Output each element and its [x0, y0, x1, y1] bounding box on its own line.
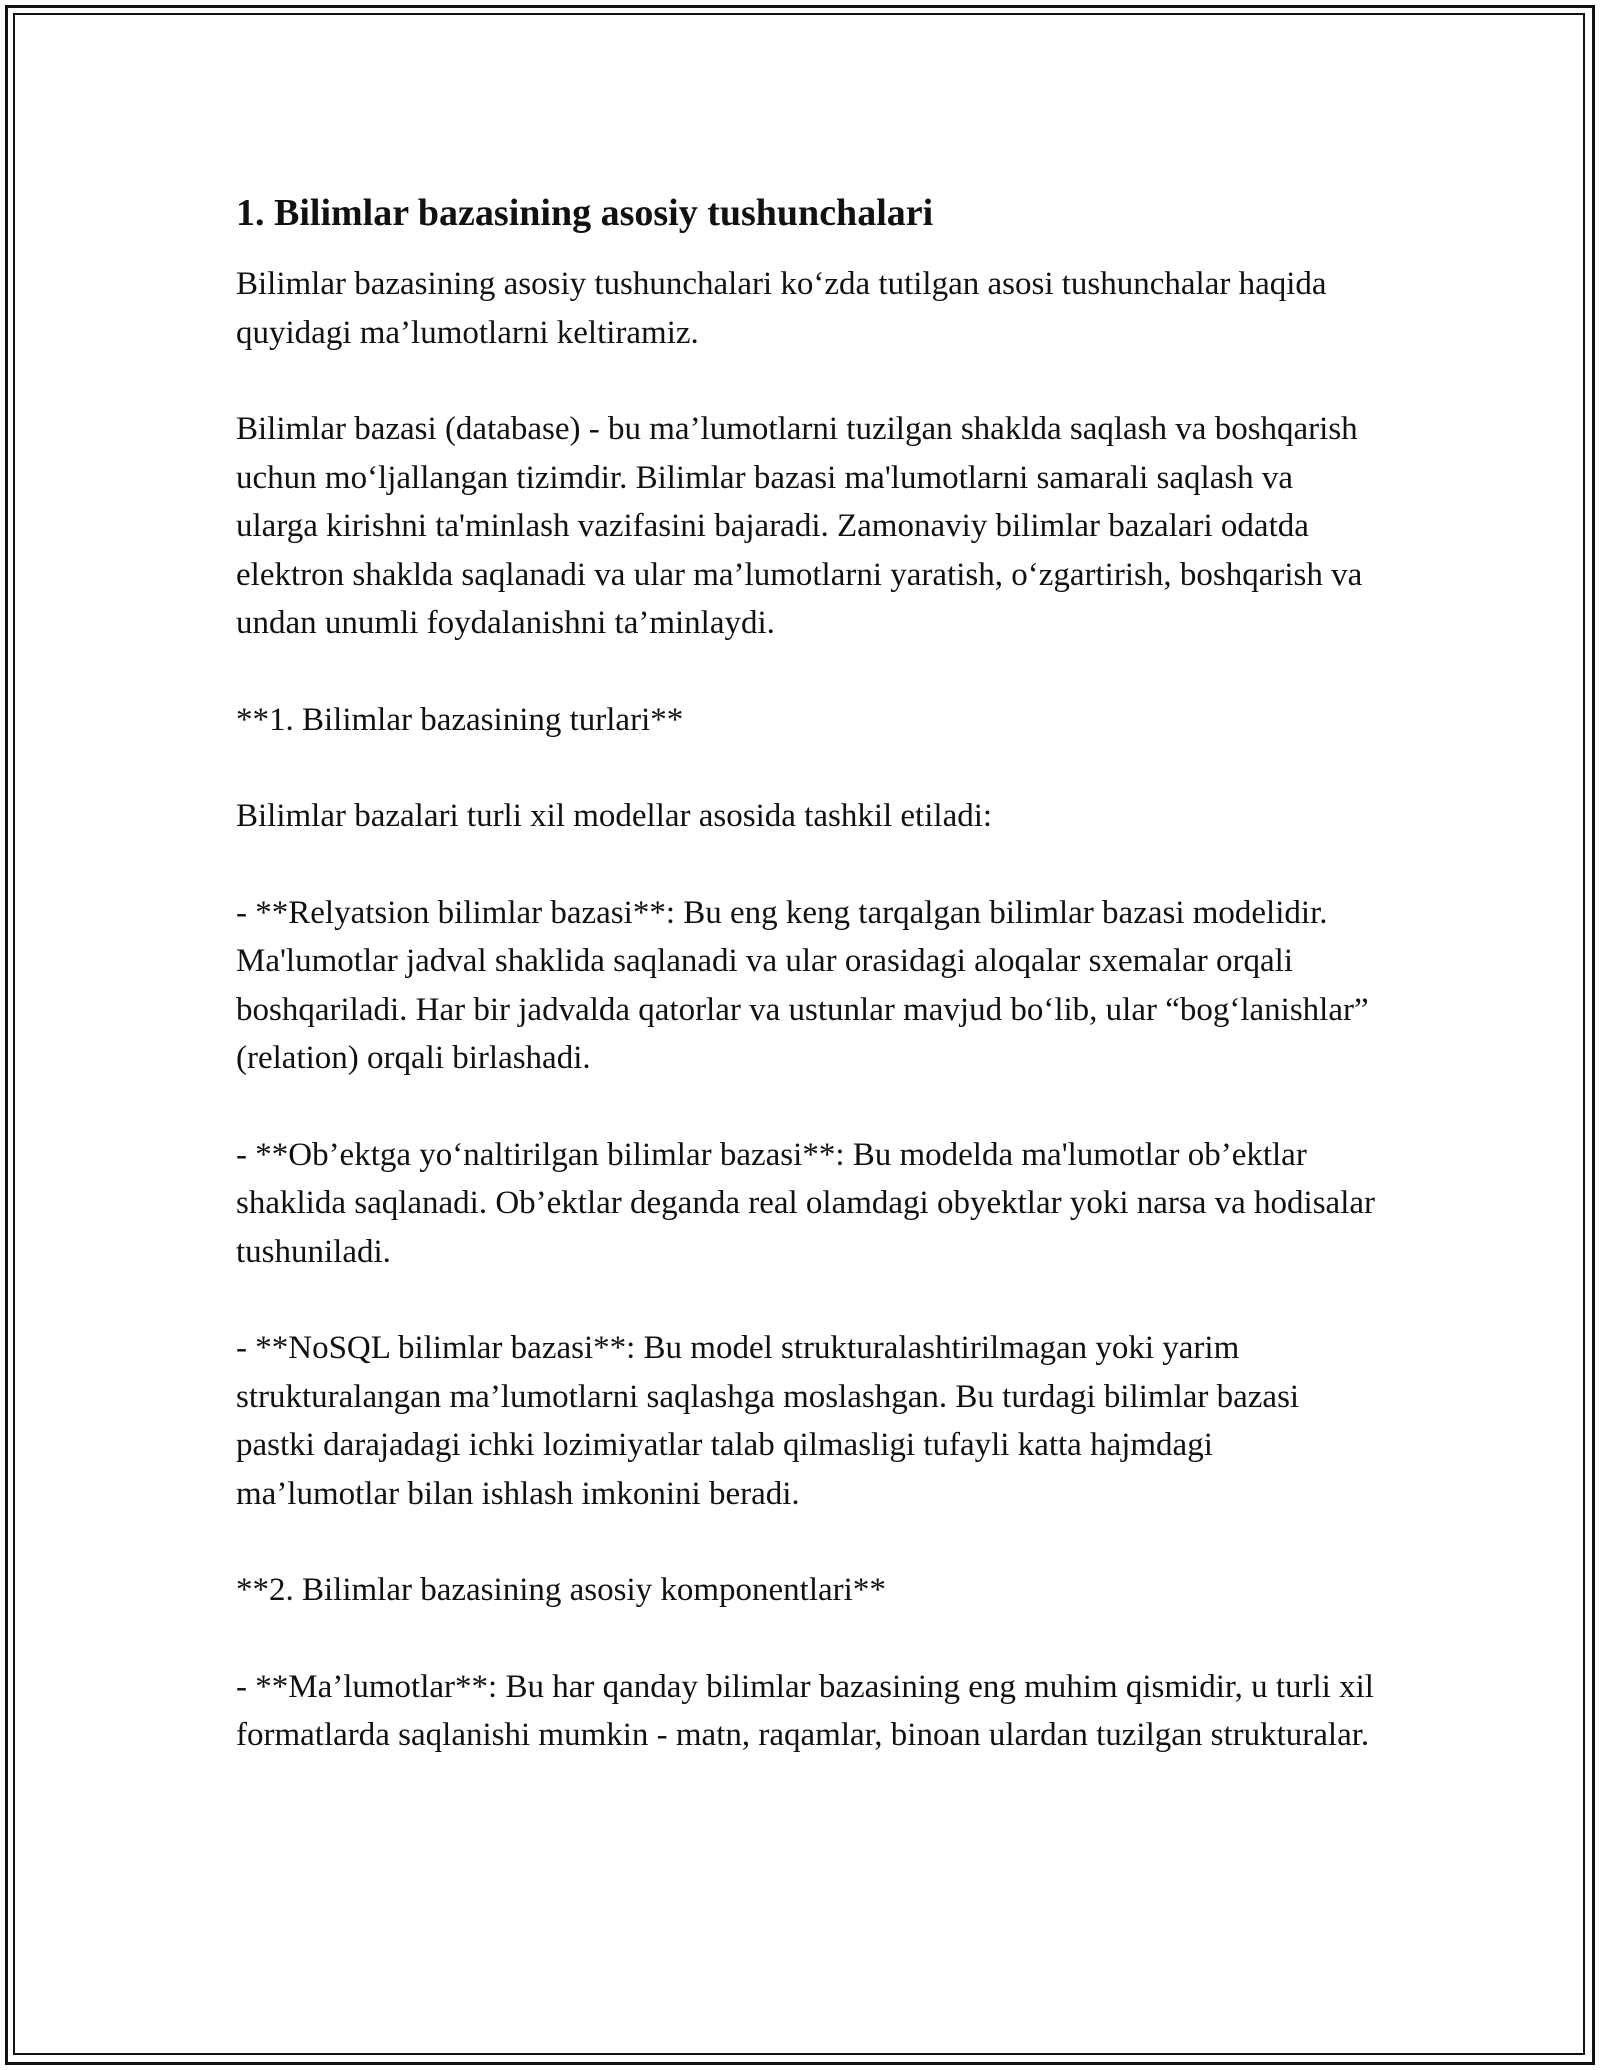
subheading-types: **1. Bilimlar bazasining turlari**	[236, 701, 684, 738]
object-oriented-db-paragraph: - **Ob’ektga yo‘naltirilgan bilimlar bazasi**: Bu modelda ma'lumotlar ob’ektlar shaklida saqlanadi. Ob’ektlar deganda real olamdagi obyektlar yoki narsa va hodisalar tushuniladi.	[236, 1136, 1375, 1270]
subheading-components: **2. Bilimlar bazasining asosiy komponentlari**	[236, 1572, 886, 1608]
database-definition-paragraph: Bilimlar bazasi (database) - bu ma’lumotlarni tuzilgan shaklda saqlash va boshqarish uchun mo‘ljallangan tizimdir. Bilimlar bazasi ma'lumotlarni samarali saqlash va ularga kirishni ta'minlash vazifasini bajaradi. Zamonaviy bilimlar bazalari odatda elektron shaklda saqlanadi va ular ma’lumotlarni yaratish, o‘zgartirish, boshqarish va undan unumli foydalanishni ta’minlaydi.	[236, 411, 1363, 641]
intro-paragraph: Bilimlar bazasining asosiy tushunchalari ko‘zda tutilgan asosi tushunchalar haqida quyidagi ma’lumotlarni keltiramiz.	[236, 266, 1327, 351]
data-component-paragraph: - **Ma’lumotlar**: Bu har qanday bilimlar bazasining eng muhim qismidir, u turli xil formatlarda saqlanishi mumkin - matn, raqamlar, binoan ulardan tuzilgan strukturalar.	[236, 1668, 1374, 1753]
types-intro-paragraph: Bilimlar bazalari turli xil modellar asosida tashkil etiladi:	[236, 798, 993, 834]
relational-db-paragraph: - **Relyatsion bilimlar bazasi**: Bu eng keng tarqalgan bilimlar bazasi modelidir. Ma'lumotlar jadval shaklida saqlanadi va ular orasidagi aloqalar sxemalar orqali boshqariladi. Har bir jadvalda qatorlar va ustunlar mavjud bo‘lib, ular “bog‘lanishlar” (relation) orqali birlashadi.	[236, 894, 1369, 1076]
section-heading: 1. Bilimlar bazasining asosiy tushunchalari	[236, 192, 934, 234]
document-body	[236, 186, 1376, 1808]
nosql-db-paragraph: - **NoSQL bilimlar bazasi**: Bu model strukturalashtirilmagan yoki yarim strukturalangan ma’lumotlarni saqlashga moslashgan. Bu turdagi bilimlar bazasi pastki darajadagi ichki lozimiyatlar talab qilmasligi tufayli katta hajmdagi ma’lumotlar bilan ishlash imkonini beradi.	[236, 1330, 1300, 1512]
